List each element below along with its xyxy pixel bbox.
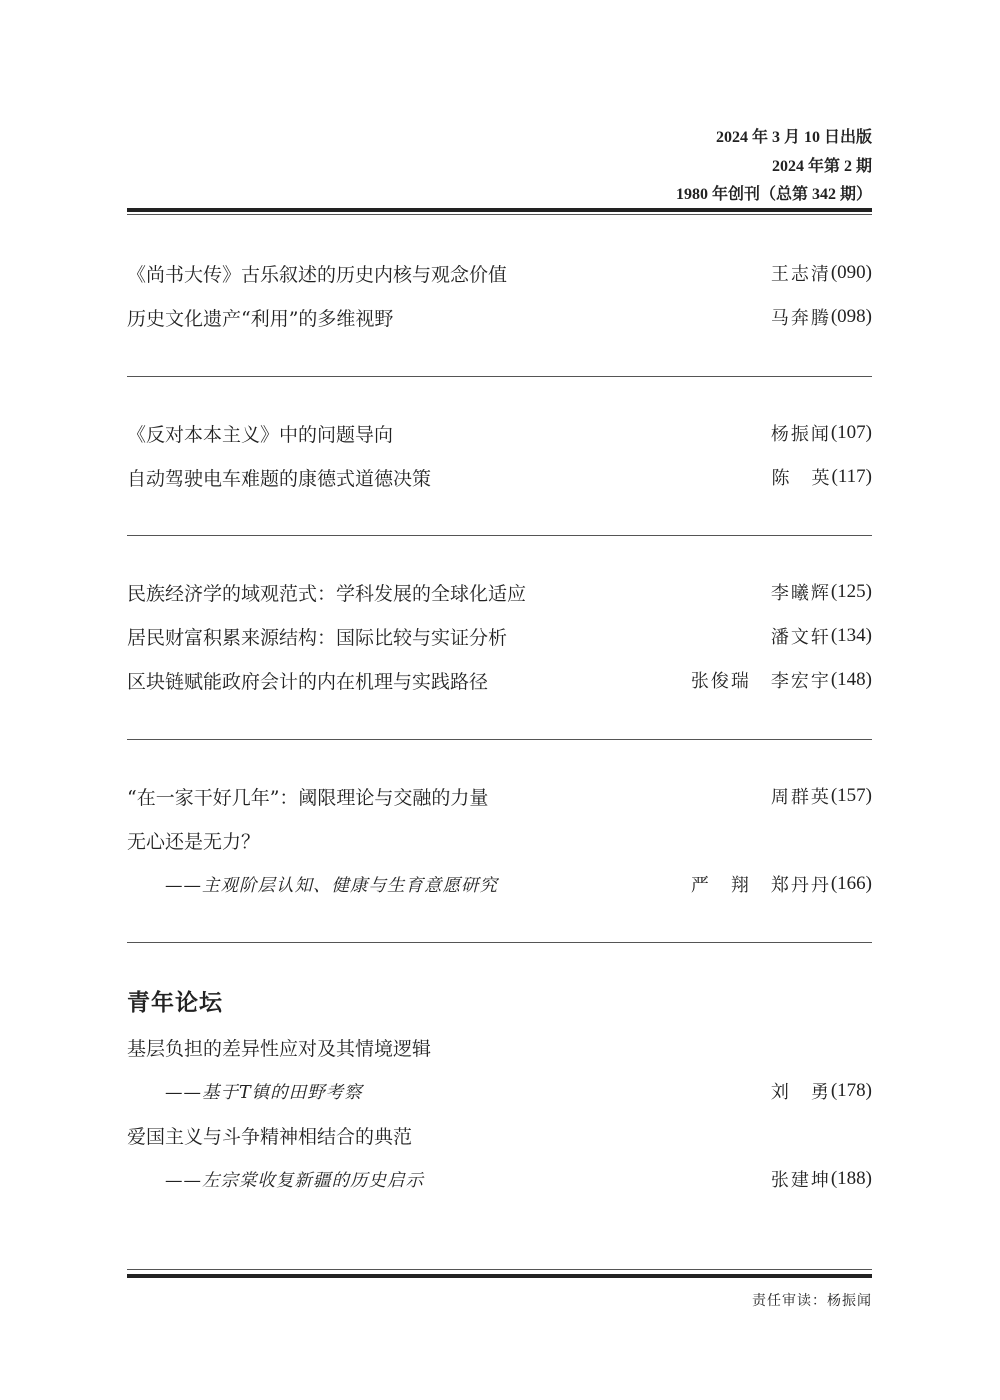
publish-date: 2024 年 3 月 10 日出版: [715, 129, 872, 146]
publication-info: [676, 124, 872, 210]
page-number: (090): [830, 262, 872, 283]
page-number: (117): [831, 466, 872, 487]
article-author: 郑丹丹: [770, 875, 831, 896]
article-subtitle: ——主观阶层认知、健康与生育意愿研究: [165, 875, 498, 896]
article-title: 爱国主义与斗争精神相结合的典范: [127, 1125, 413, 1148]
toc-entry[interactable]: [127, 258, 872, 288]
section-divider: [127, 376, 872, 377]
toc-entry[interactable]: [127, 1032, 872, 1062]
article-author: 陈 英: [771, 468, 832, 489]
article-author-first: 严 翔: [690, 875, 751, 896]
page-number: (107): [830, 422, 872, 443]
article-subtitle: ——左宗棠收复新疆的历史启示: [165, 1170, 424, 1191]
header-rule-thin: [127, 214, 872, 215]
article-title: 民族经济学的域观范式：学科发展的全球化适应: [127, 582, 527, 605]
page-number: (134): [830, 625, 872, 646]
page-number: (188): [830, 1168, 872, 1189]
header-rule: [127, 208, 872, 212]
article-author: 杨振闻: [770, 424, 831, 445]
article-title: 《反对本本主义》中的问题导向: [127, 423, 394, 446]
article-author-first: 张俊瑞: [690, 671, 751, 692]
page-number: (157): [830, 785, 872, 806]
article-title: 区块链赋能政府会计的内在机理与实践路径: [127, 670, 489, 693]
article-author: 周群英: [770, 787, 831, 808]
toc-entry[interactable]: [127, 418, 872, 448]
toc-entry-subtitle[interactable]: [127, 869, 872, 899]
page-number: (125): [830, 581, 872, 602]
toc-entry[interactable]: [127, 1120, 872, 1150]
toc-entry[interactable]: [127, 825, 872, 855]
article-author: 刘 勇: [770, 1082, 831, 1103]
article-subtitle: ——基于T镇的田野考察: [165, 1082, 363, 1103]
section-divider: [127, 739, 872, 740]
page-number: (166): [830, 873, 872, 894]
page-number: (098): [830, 306, 872, 327]
section-heading: 青年论坛: [127, 990, 223, 1016]
issue-number: 2024 年第 2 期: [771, 157, 872, 175]
article-author: 马奔腾: [770, 308, 831, 329]
footer-rule-thin: [127, 1269, 872, 1270]
article-title: 自动驾驶电车难题的康德式道德决策: [127, 467, 432, 490]
toc-entry-subtitle[interactable]: [127, 1076, 872, 1106]
article-title: 《尚书大传》古乐叙述的历史内核与观念价值: [127, 263, 508, 286]
article-title: 历史文化遗产“利用”的多维视野: [127, 307, 394, 330]
article-title: 无心还是无力？: [127, 830, 261, 853]
toc-entry[interactable]: [127, 665, 872, 695]
toc-entry[interactable]: [127, 781, 872, 811]
toc-entry[interactable]: [127, 302, 872, 332]
toc-entry-subtitle[interactable]: [127, 1164, 872, 1194]
section-divider: [127, 942, 872, 943]
editor-credit: 责任审读：杨振闻: [752, 1293, 872, 1309]
page-number: (178): [830, 1080, 872, 1101]
article-title: 基层负担的差异性应对及其情境逻辑: [127, 1037, 432, 1060]
footer-rule: [127, 1274, 872, 1278]
page-number: (148): [830, 669, 872, 690]
founded-info: 1980 年创刊（总第 342 期）: [675, 186, 872, 203]
toc-entry[interactable]: [127, 577, 872, 607]
article-author: 张建坤: [770, 1170, 831, 1191]
article-title: 居民财富积累来源结构：国际比较与实证分析: [127, 626, 508, 649]
article-author: 李宏宇: [770, 671, 831, 692]
toc-entry[interactable]: [127, 621, 872, 651]
article-author: 李曦辉: [770, 583, 831, 604]
section-divider: [127, 535, 872, 536]
article-title: “在一家干好几年”：阈限理论与交融的力量: [127, 786, 489, 809]
article-author: 潘文轩: [770, 627, 831, 648]
toc-entry[interactable]: [127, 462, 872, 492]
article-author: 王志清: [770, 264, 831, 285]
